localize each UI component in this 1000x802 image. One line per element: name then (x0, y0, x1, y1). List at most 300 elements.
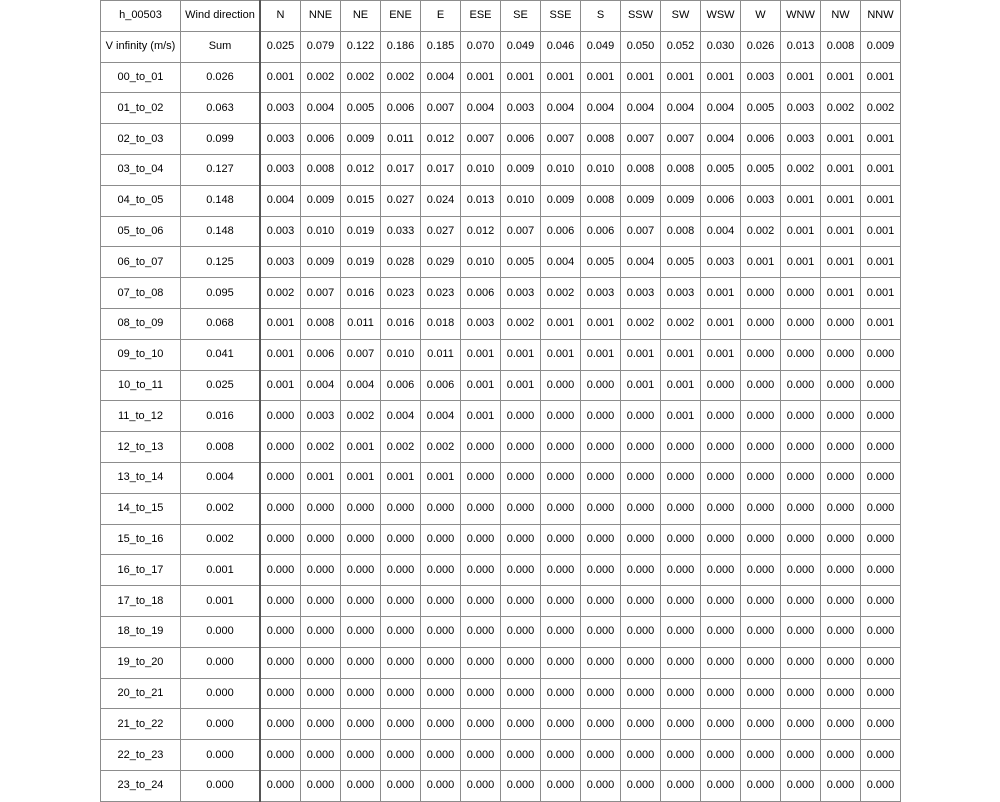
table-cell: 0.001 (621, 62, 661, 93)
table-row (101, 616, 901, 647)
table-cell: 0.000 (260, 462, 301, 493)
direction-total-cell: 0.052 (661, 31, 701, 62)
table-cell: 0.006 (301, 124, 341, 155)
table-cell: 0.000 (661, 709, 701, 740)
table-cell: 0.000 (421, 770, 461, 801)
table-cell: 0.000 (301, 647, 341, 678)
table-cell: 0.000 (701, 401, 741, 432)
table-cell: 0.007 (661, 124, 701, 155)
table-cell: 0.000 (741, 401, 781, 432)
table-cell: 0.000 (381, 586, 421, 617)
table-row (101, 555, 901, 586)
table-cell: 0.002 (260, 278, 301, 309)
table-cell: 0.004 (301, 370, 341, 401)
table-row (101, 124, 901, 155)
table-cell: 0.000 (260, 709, 301, 740)
table-cell: 0.016 (341, 278, 381, 309)
table-cell: 0.033 (381, 216, 421, 247)
table-cell: 0.000 (581, 678, 621, 709)
table-cell: 0.000 (621, 586, 661, 617)
table-row (101, 216, 901, 247)
table-cell: 0.001 (701, 339, 741, 370)
table-cell: 0.003 (661, 278, 701, 309)
table-cell: 0.000 (781, 308, 821, 339)
table-cell: 0.000 (701, 586, 741, 617)
table-cell: 0.000 (781, 401, 821, 432)
table-cell: 0.000 (621, 462, 661, 493)
table-cell: 0.000 (621, 678, 661, 709)
table-cell: 0.008 (581, 185, 621, 216)
direction-header-cell: NNE (301, 1, 341, 32)
table-cell: 0.000 (741, 616, 781, 647)
table-cell: 0.000 (781, 524, 821, 555)
table-cell: 0.000 (301, 524, 341, 555)
table-cell: 0.000 (741, 647, 781, 678)
table-cell: 0.000 (621, 401, 661, 432)
table-cell: 0.001 (861, 124, 901, 155)
table-cell: 0.000 (381, 770, 421, 801)
table-cell: 0.001 (461, 339, 501, 370)
table-cell: 0.001 (341, 462, 381, 493)
table-cell: 0.019 (341, 247, 381, 278)
direction-header-cell: W (741, 1, 781, 32)
table-cell: 0.004 (581, 93, 621, 124)
row-sum-cell: 0.001 (181, 555, 261, 586)
table-cell: 0.005 (341, 93, 381, 124)
table-cell: 0.000 (821, 770, 861, 801)
table-cell: 0.000 (301, 740, 341, 771)
table-cell: 0.000 (701, 740, 741, 771)
table-cell: 0.000 (461, 555, 501, 586)
table-row (101, 709, 901, 740)
table-cell: 0.000 (581, 555, 621, 586)
table-cell: 0.000 (260, 555, 301, 586)
table-cell: 0.001 (781, 247, 821, 278)
table-cell: 0.001 (861, 154, 901, 185)
table-cell: 0.001 (661, 339, 701, 370)
table-cell: 0.001 (861, 62, 901, 93)
speed-bin-label: 17_to_18 (101, 586, 181, 617)
table-cell: 0.004 (661, 93, 701, 124)
table-cell: 0.000 (421, 555, 461, 586)
table-cell: 0.001 (501, 370, 541, 401)
table-cell: 0.000 (821, 370, 861, 401)
table-cell: 0.001 (781, 185, 821, 216)
table-cell: 0.000 (381, 555, 421, 586)
table-cell: 0.000 (701, 647, 741, 678)
table-cell: 0.000 (581, 493, 621, 524)
table-cell: 0.000 (461, 770, 501, 801)
table-cell: 0.000 (461, 524, 501, 555)
table-row (101, 586, 901, 617)
table-cell: 0.000 (701, 462, 741, 493)
table-cell: 0.000 (501, 709, 541, 740)
table-cell: 0.007 (541, 124, 581, 155)
table-cell: 0.006 (381, 370, 421, 401)
table-cell: 0.000 (301, 493, 341, 524)
row-sum-cell: 0.000 (181, 709, 261, 740)
table-cell: 0.001 (861, 216, 901, 247)
table-row (101, 432, 901, 463)
table-cell: 0.000 (301, 555, 341, 586)
table-cell: 0.000 (861, 555, 901, 586)
table-cell: 0.002 (741, 216, 781, 247)
table-cell: 0.001 (501, 339, 541, 370)
table-cell: 0.000 (541, 401, 581, 432)
table-cell: 0.001 (581, 339, 621, 370)
table-cell: 0.000 (701, 616, 741, 647)
table-cell: 0.002 (381, 432, 421, 463)
table-cell: 0.004 (541, 93, 581, 124)
table-cell: 0.004 (461, 93, 501, 124)
direction-total-cell: 0.186 (381, 31, 421, 62)
row-sum-cell: 0.148 (181, 216, 261, 247)
table-cell: 0.000 (781, 493, 821, 524)
table-cell: 0.002 (661, 308, 701, 339)
table-cell: 0.000 (821, 740, 861, 771)
table-cell: 0.000 (541, 524, 581, 555)
table-cell: 0.000 (581, 770, 621, 801)
table-cell: 0.012 (341, 154, 381, 185)
speed-bin-label: 11_to_12 (101, 401, 181, 432)
table-cell: 0.000 (501, 770, 541, 801)
table-cell: 0.004 (621, 247, 661, 278)
table-cell: 0.000 (821, 586, 861, 617)
table-cell: 0.003 (260, 247, 301, 278)
table-cell: 0.000 (501, 586, 541, 617)
table-cell: 0.000 (501, 678, 541, 709)
table-cell: 0.000 (701, 709, 741, 740)
table-cell: 0.000 (581, 370, 621, 401)
table-cell: 0.000 (301, 586, 341, 617)
table-cell: 0.001 (821, 62, 861, 93)
table-cell: 0.009 (341, 124, 381, 155)
table-cell: 0.000 (341, 616, 381, 647)
table-cell: 0.008 (301, 308, 341, 339)
table-cell: 0.006 (501, 124, 541, 155)
table-cell: 0.000 (661, 647, 701, 678)
table-cell: 0.016 (381, 308, 421, 339)
table-cell: 0.000 (781, 586, 821, 617)
direction-header-cell: S (581, 1, 621, 32)
table-cell: 0.000 (781, 278, 821, 309)
table-cell: 0.000 (501, 524, 541, 555)
table-cell: 0.000 (581, 524, 621, 555)
table-cell: 0.002 (341, 62, 381, 93)
table-cell: 0.001 (701, 62, 741, 93)
table-cell: 0.000 (301, 709, 341, 740)
direction-total-cell: 0.070 (461, 31, 501, 62)
sum-label: Sum (181, 31, 261, 62)
table-cell: 0.000 (781, 370, 821, 401)
table-cell: 0.000 (461, 586, 501, 617)
row-sum-cell: 0.068 (181, 308, 261, 339)
row-sum-cell: 0.099 (181, 124, 261, 155)
table-cell: 0.004 (421, 62, 461, 93)
table-cell: 0.000 (541, 709, 581, 740)
table-cell: 0.000 (861, 339, 901, 370)
table-cell: 0.000 (741, 709, 781, 740)
table-cell: 0.002 (381, 62, 421, 93)
table-cell: 0.000 (661, 770, 701, 801)
speed-bin-label: 16_to_17 (101, 555, 181, 586)
table-cell: 0.000 (821, 432, 861, 463)
table-cell: 0.003 (260, 154, 301, 185)
row-sum-cell: 0.000 (181, 770, 261, 801)
table-cell: 0.000 (821, 462, 861, 493)
table-row (101, 339, 901, 370)
table-cell: 0.000 (581, 647, 621, 678)
table-cell: 0.000 (421, 493, 461, 524)
table-cell: 0.008 (621, 154, 661, 185)
table-cell: 0.028 (381, 247, 421, 278)
table-cell: 0.018 (421, 308, 461, 339)
table-row (101, 493, 901, 524)
table-cell: 0.001 (621, 339, 661, 370)
table-cell: 0.000 (541, 370, 581, 401)
table-cell: 0.000 (260, 616, 301, 647)
table-cell: 0.000 (461, 740, 501, 771)
row-sum-cell: 0.002 (181, 524, 261, 555)
table-cell: 0.001 (861, 247, 901, 278)
table-cell: 0.000 (621, 770, 661, 801)
speed-bin-label: 05_to_06 (101, 216, 181, 247)
table-cell: 0.000 (461, 678, 501, 709)
table-cell: 0.000 (621, 493, 661, 524)
table-cell: 0.000 (661, 493, 701, 524)
table-cell: 0.009 (301, 185, 341, 216)
table-cell: 0.000 (861, 709, 901, 740)
direction-header-cell: NW (821, 1, 861, 32)
row-sum-cell: 0.125 (181, 247, 261, 278)
table-cell: 0.000 (741, 493, 781, 524)
table-cell: 0.000 (260, 401, 301, 432)
speed-bin-label: 03_to_04 (101, 154, 181, 185)
direction-total-cell: 0.050 (621, 31, 661, 62)
direction-header-cell: SSE (541, 1, 581, 32)
row-sum-cell: 0.002 (181, 493, 261, 524)
table-cell: 0.007 (341, 339, 381, 370)
row-sum-cell: 0.148 (181, 185, 261, 216)
table-cell: 0.000 (581, 709, 621, 740)
table-cell: 0.000 (421, 709, 461, 740)
table-cell: 0.000 (781, 740, 821, 771)
direction-header-cell: NNW (861, 1, 901, 32)
direction-total-cell: 0.013 (781, 31, 821, 62)
table-row (101, 93, 901, 124)
table-cell: 0.008 (581, 124, 621, 155)
table-cell: 0.000 (461, 462, 501, 493)
table-cell: 0.005 (701, 154, 741, 185)
id-label-cell: h_00503 (101, 1, 181, 32)
table-cell: 0.004 (301, 93, 341, 124)
direction-header-cell: E (421, 1, 461, 32)
table-cell: 0.000 (461, 709, 501, 740)
table-cell: 0.011 (381, 124, 421, 155)
table-cell: 0.001 (661, 401, 701, 432)
table-cell: 0.000 (701, 770, 741, 801)
table-cell: 0.000 (781, 647, 821, 678)
table-cell: 0.000 (701, 678, 741, 709)
speed-bin-label: 18_to_19 (101, 616, 181, 647)
table-cell: 0.001 (701, 278, 741, 309)
row-sum-cell: 0.025 (181, 370, 261, 401)
table-cell: 0.003 (781, 124, 821, 155)
table-cell: 0.000 (581, 740, 621, 771)
table-cell: 0.000 (861, 616, 901, 647)
table-cell: 0.001 (541, 339, 581, 370)
table-cell: 0.010 (301, 216, 341, 247)
direction-total-cell: 0.122 (341, 31, 381, 62)
table-cell: 0.001 (461, 62, 501, 93)
speed-bin-label: 02_to_03 (101, 124, 181, 155)
table-cell: 0.000 (781, 339, 821, 370)
speed-bin-label: 13_to_14 (101, 462, 181, 493)
table-row (101, 462, 901, 493)
table-row (101, 278, 901, 309)
table-cell: 0.010 (381, 339, 421, 370)
speed-unit-label: V infinity (m/s) (101, 31, 181, 62)
table-cell: 0.004 (341, 370, 381, 401)
table-cell: 0.000 (621, 555, 661, 586)
table-cell: 0.000 (301, 616, 341, 647)
table-cell: 0.000 (421, 740, 461, 771)
table-cell: 0.001 (861, 185, 901, 216)
speed-bin-label: 04_to_05 (101, 185, 181, 216)
table-cell: 0.013 (461, 185, 501, 216)
table-cell: 0.000 (741, 770, 781, 801)
table-cell: 0.000 (821, 524, 861, 555)
table-row (101, 524, 901, 555)
speed-bin-label: 14_to_15 (101, 493, 181, 524)
table-cell: 0.000 (781, 432, 821, 463)
table-cell: 0.007 (421, 93, 461, 124)
table-cell: 0.004 (260, 185, 301, 216)
table-cell: 0.000 (581, 586, 621, 617)
table-row (101, 62, 901, 93)
table-row (101, 247, 901, 278)
table-cell: 0.000 (621, 524, 661, 555)
totals-row (101, 31, 901, 62)
table-cell: 0.000 (501, 462, 541, 493)
table-cell: 0.000 (661, 462, 701, 493)
table-cell: 0.000 (861, 401, 901, 432)
speed-bin-label: 23_to_24 (101, 770, 181, 801)
table-cell: 0.000 (260, 678, 301, 709)
table-cell: 0.001 (661, 370, 701, 401)
table-cell: 0.011 (341, 308, 381, 339)
table-cell: 0.000 (861, 647, 901, 678)
table-cell: 0.012 (461, 216, 501, 247)
table-cell: 0.001 (541, 308, 581, 339)
table-cell: 0.001 (381, 462, 421, 493)
table-cell: 0.000 (260, 740, 301, 771)
table-cell: 0.019 (341, 216, 381, 247)
table-cell: 0.000 (861, 432, 901, 463)
table-cell: 0.006 (461, 278, 501, 309)
direction-total-cell: 0.049 (581, 31, 621, 62)
table-cell: 0.000 (781, 616, 821, 647)
table-cell: 0.001 (301, 462, 341, 493)
direction-header-cell: SW (661, 1, 701, 32)
table-cell: 0.000 (661, 432, 701, 463)
direction-header-cell: SSW (621, 1, 661, 32)
table-cell: 0.002 (541, 278, 581, 309)
table-cell: 0.000 (861, 462, 901, 493)
table-cell: 0.010 (461, 247, 501, 278)
direction-total-cell: 0.185 (421, 31, 461, 62)
table-cell: 0.001 (781, 216, 821, 247)
table-cell: 0.010 (581, 154, 621, 185)
direction-header-cell: ESE (461, 1, 501, 32)
table-cell: 0.000 (541, 432, 581, 463)
table-cell: 0.000 (541, 678, 581, 709)
table-cell: 0.000 (861, 586, 901, 617)
table-cell: 0.003 (260, 93, 301, 124)
table-cell: 0.001 (821, 124, 861, 155)
row-sum-cell: 0.000 (181, 616, 261, 647)
speed-bin-label: 21_to_22 (101, 709, 181, 740)
table-cell: 0.000 (821, 339, 861, 370)
table-cell: 0.000 (301, 770, 341, 801)
table-row (101, 740, 901, 771)
table-cell: 0.004 (701, 216, 741, 247)
table-cell: 0.000 (501, 740, 541, 771)
row-sum-cell: 0.008 (181, 432, 261, 463)
table-cell: 0.002 (341, 401, 381, 432)
row-sum-cell: 0.000 (181, 647, 261, 678)
table-cell: 0.004 (621, 93, 661, 124)
table-cell: 0.000 (381, 709, 421, 740)
table-cell: 0.002 (621, 308, 661, 339)
table-cell: 0.000 (701, 555, 741, 586)
table-row (101, 678, 901, 709)
table-cell: 0.004 (421, 401, 461, 432)
table-cell: 0.003 (501, 278, 541, 309)
table-cell: 0.000 (661, 555, 701, 586)
table-cell: 0.000 (341, 647, 381, 678)
table-cell: 0.001 (581, 308, 621, 339)
table-cell: 0.000 (260, 493, 301, 524)
table-row (101, 154, 901, 185)
table-cell: 0.002 (301, 62, 341, 93)
speed-bin-label: 20_to_21 (101, 678, 181, 709)
table-row (101, 647, 901, 678)
table-cell: 0.003 (461, 308, 501, 339)
table-cell: 0.000 (381, 678, 421, 709)
table-cell: 0.017 (381, 154, 421, 185)
table-cell: 0.000 (741, 308, 781, 339)
row-sum-cell: 0.063 (181, 93, 261, 124)
table-cell: 0.001 (821, 247, 861, 278)
row-sum-cell: 0.001 (181, 586, 261, 617)
table-cell: 0.001 (421, 462, 461, 493)
table-cell: 0.005 (741, 154, 781, 185)
table-cell: 0.000 (341, 586, 381, 617)
table-cell: 0.000 (461, 647, 501, 678)
table-cell: 0.002 (421, 432, 461, 463)
row-sum-cell: 0.095 (181, 278, 261, 309)
table-cell: 0.000 (501, 493, 541, 524)
table-row (101, 308, 901, 339)
direction-header-cell: WSW (701, 1, 741, 32)
table-cell: 0.024 (421, 185, 461, 216)
table-cell: 0.001 (861, 308, 901, 339)
table-cell: 0.000 (741, 555, 781, 586)
table-cell: 0.000 (421, 586, 461, 617)
table-cell: 0.001 (861, 278, 901, 309)
table-cell: 0.000 (581, 616, 621, 647)
